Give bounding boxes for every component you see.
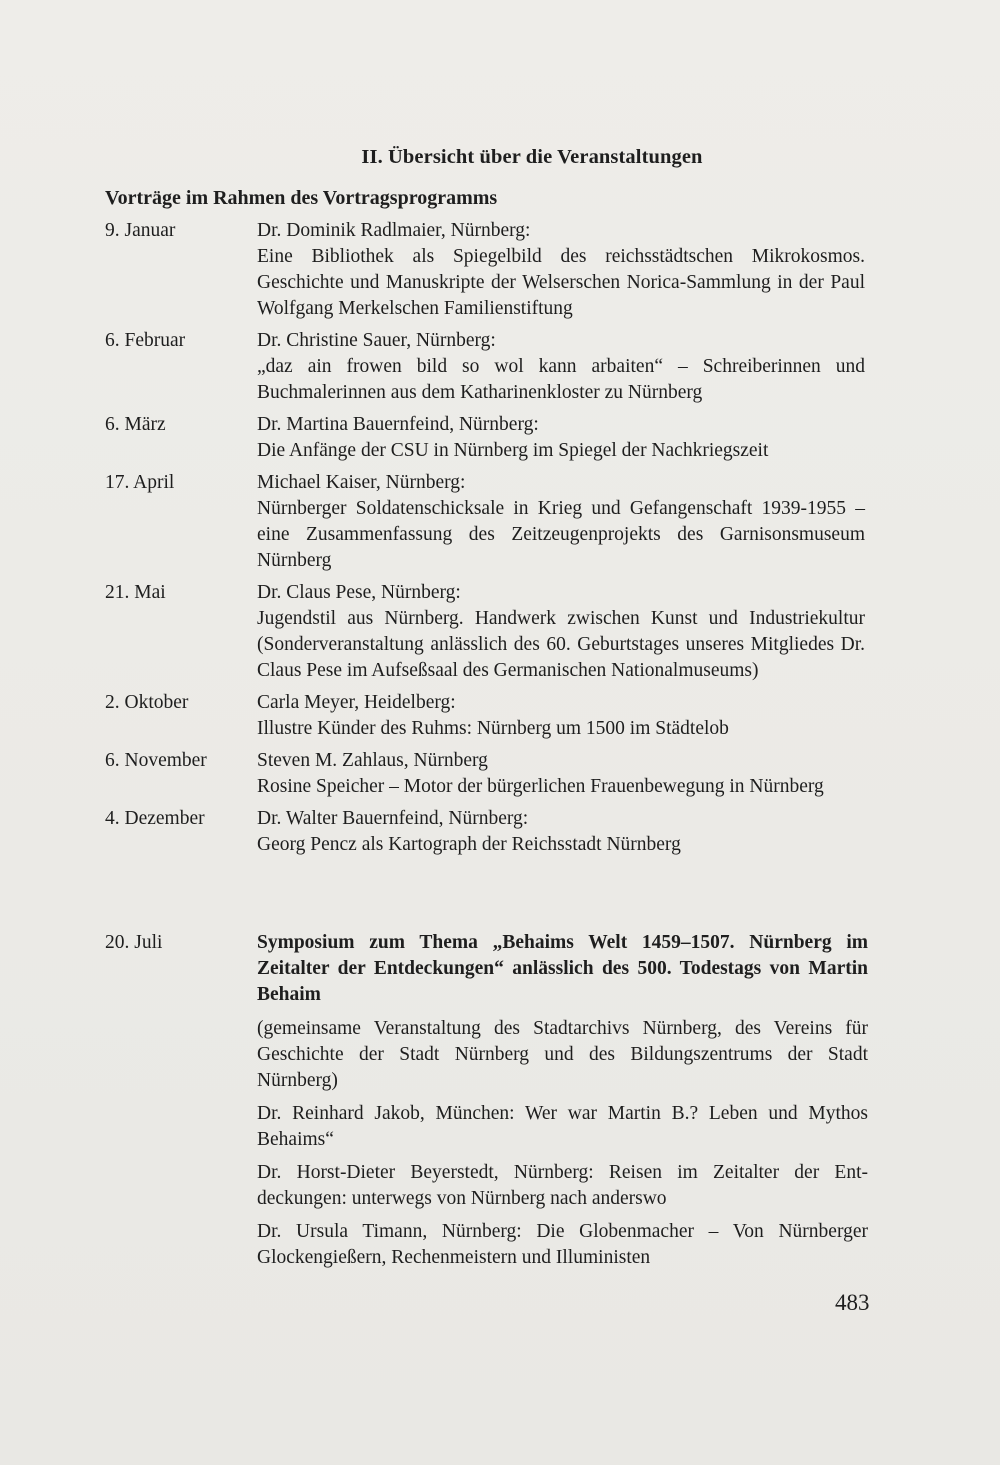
event-title: Jugendstil aus Nürnberg. Handwerk zwischen Kunst und Industriekultur (Sonderveranstaltung anlässlich des 60. Geburtstages unseres Mitgliedes Dr. Claus Pese im Aufseßsaal des Germanischen Nationalmuseums) [257,608,865,681]
event-entry [105,218,865,322]
event-speaker: Dr. Walter Bauernfeind, Nürnberg: [257,808,529,829]
section-title: II. Übersicht über die Veranstaltungen [361,146,703,168]
event-entry [105,690,865,742]
event-date: 6. Februar [105,330,186,351]
event-speaker: Dr. Christine Sauer, Nürnberg: [257,330,496,351]
event-speaker: Dr. Claus Pese, Nürnberg: [257,582,461,603]
event-date: 17. April [105,472,175,493]
event-body [257,580,865,684]
event-entry [105,748,865,800]
symposium-date: 20. Juli [105,932,163,953]
event-entry [105,470,865,574]
event-date: 6. November [105,750,207,771]
symposium-talk: Dr. Reinhard Jakob, München: Wer war Martin B.? Leben und Mythos Behaims“ [257,1103,868,1150]
event-title: Rosine Speicher – Motor der bürgerlichen Frauenbewegung in Nürnberg [257,776,824,797]
event-entry [105,580,865,684]
symposium-note: (gemeinsame Veranstaltung des Stadtarchivs Nürnberg, des Vereins für Geschichte der Stadt Nürnberg und des Bildungszentrums der Stadt Nürnberg) [257,1018,868,1091]
event-title: Georg Pencz als Kartograph der Reichsstadt Nürnberg [257,834,681,855]
event-title: Illustre Künder des Ruhms: Nürnberg um 1500 im Städtelob [257,718,729,739]
symposium-body [257,930,868,1278]
event-entry [105,412,865,464]
sub-heading: Vorträge im Rahmen des Vortragsprogramms [105,187,498,209]
event-title: Eine Bibliothek als Spiegelbild des reichsstädtschen Mikrokosmos. Geschichte und Manuskripte der Welserschen Norica-Sammlung in der Paul Wolfgang Merkelschen Familienstiftung [257,246,865,319]
event-entry [105,328,865,406]
event-date: 2. Oktober [105,692,189,713]
event-speaker: Carla Meyer, Heidelberg: [257,692,456,713]
event-title: „daz ain frowen bild so wol kann arbaiten“ – Schreiberinnen und Buchmalerinnen aus dem Katharinenkloster zu Nürnberg [257,356,865,403]
symposium-entry [105,930,868,1278]
event-body [257,690,865,742]
event-date: 9. Januar [105,220,176,241]
event-date: 4. Dezember [105,808,205,829]
symposium-talk: Dr. Horst-Dieter Beyerstedt, Nürnberg: Reisen im Zeitalter der Entdeckungen: unterwegs von Nürnberg nach anderswo [257,1162,868,1209]
event-body [257,806,865,858]
event-body [257,412,865,464]
event-speaker: Dr. Martina Bauernfeind, Nürnberg: [257,414,539,435]
event-entry [105,806,865,858]
event-title: Die Anfänge der CSU in Nürnberg im Spiegel der Nachkriegszeit [257,440,769,461]
event-body [257,218,865,322]
page-number: 483 [835,1290,870,1315]
event-list [105,218,865,864]
event-body [257,328,865,406]
event-title: Nürnberger Soldatenschicksale in Krieg und Gefangenschaft 1939-1955 – eine Zusammenfassung des Zeitzeugenprojekts des Garnisonsmuseum Nürnberg [257,498,865,571]
event-speaker: Dr. Dominik Radlmaier, Nürnberg: [257,220,531,241]
event-date: 21. Mai [105,582,166,603]
event-body [257,470,865,574]
event-body [257,748,865,800]
event-date: 6. März [105,414,166,435]
event-speaker: Michael Kaiser, Nürnberg: [257,472,466,493]
event-speaker: Steven M. Zahlaus, Nürnberg [257,750,488,771]
symposium-title: Symposium zum Thema „Behaims Welt 1459–1507. Nürnberg im Zeitalter der Entdeckungen“ anlässlich des 500. Todestags von Martin Behaim [257,932,868,1005]
symposium-talk: Dr. Ursula Timann, Nürnberg: Die Globenmacher – Von Nürnberger Glockengießern, Rechenmeistern und Illuministen [257,1221,868,1268]
